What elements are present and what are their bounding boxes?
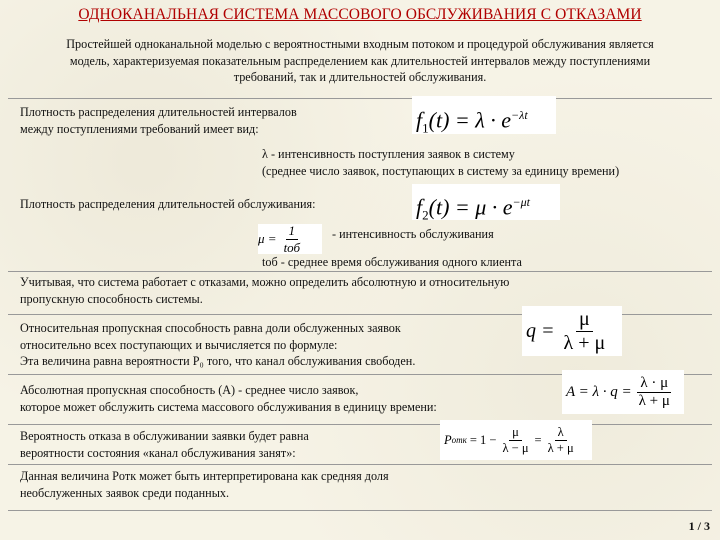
divider <box>8 510 712 511</box>
refusal-probability-text: Вероятность отказа в обслуживании заявки будет равна вероятности состояния «канал обслуживания занят»: <box>20 429 309 460</box>
formula-f2: $f_2(t) = \mu \cdot e^{-\mu t}$ <box>412 184 560 220</box>
formula-a: A = λ · q = $\frac{\lambda \cdot \mu}{\lambda + \mu}$ <box>562 370 684 414</box>
refusal-note-text: Данная величина Pотк может быть интерпретирована как средняя доля необслуженных заявок среди поданных. <box>20 469 389 500</box>
page-number: 1 / 3 <box>688 519 710 533</box>
lambda-description: λ - интенсивность поступления заявок в систему (среднее число заявок, поступающих в систему за единицу времени) <box>262 147 620 178</box>
intro-paragraph: Простейшей одноканальной моделью с вероятностными входным потоком и процедурой обслуживания является модель, характеризуемая показательным распределением как длительностей интервалов между поступлениями требований, так и длительностей обслуживания. <box>66 37 654 84</box>
formula-p-refusal: P отк = 1 − $\frac{\mu}{\lambda - \mu}$ = $\frac{\lambda}{\lambda + \mu}$ <box>440 420 592 460</box>
relative-throughput-text: Относительная пропускная способность равна доли обслуженных заявок относительно всех поступающих и вычисляется по формуле: Эта величина равна вероятности P₀ того, что канал обслуживания свободен. <box>20 321 416 368</box>
tob-description: tоб - среднее время обслуживания одного клиента <box>262 255 522 269</box>
formula-f1: $f_1(t) = \lambda \cdot e^{-\lambda t}$ <box>412 96 556 134</box>
divider <box>8 271 712 272</box>
given-text: Учитывая, что система работает с отказами, можно определить абсолютную и относительную пропускную способность системы. <box>20 275 510 306</box>
page-title: ОДНОКАНАЛЬНАЯ СИСТЕМА МАССОВОГО ОБСЛУЖИВАНИЯ С ОТКАЗАМИ <box>78 6 642 23</box>
formula-mu: μ = $\frac{1}{\text{tоб}}$ <box>258 224 322 254</box>
absolute-throughput-text: Абсолютная пропускная способность (А) - среднее число заявок, которое может обслужить система массового обслуживания в единицу времени: <box>20 383 437 414</box>
density-service-text: Плотность распределения длительностей обслуживания: <box>20 197 316 211</box>
formula-q: q = $\frac{\mu}{\lambda + \mu}$ <box>522 306 622 356</box>
divider <box>8 424 712 425</box>
divider <box>8 98 712 99</box>
mu-description: - интенсивность обслуживания <box>332 227 494 241</box>
density-intervals-text: Плотность распределения длительностей интервалов между поступлениями требований имеет вид: <box>20 105 297 136</box>
divider <box>8 464 712 465</box>
